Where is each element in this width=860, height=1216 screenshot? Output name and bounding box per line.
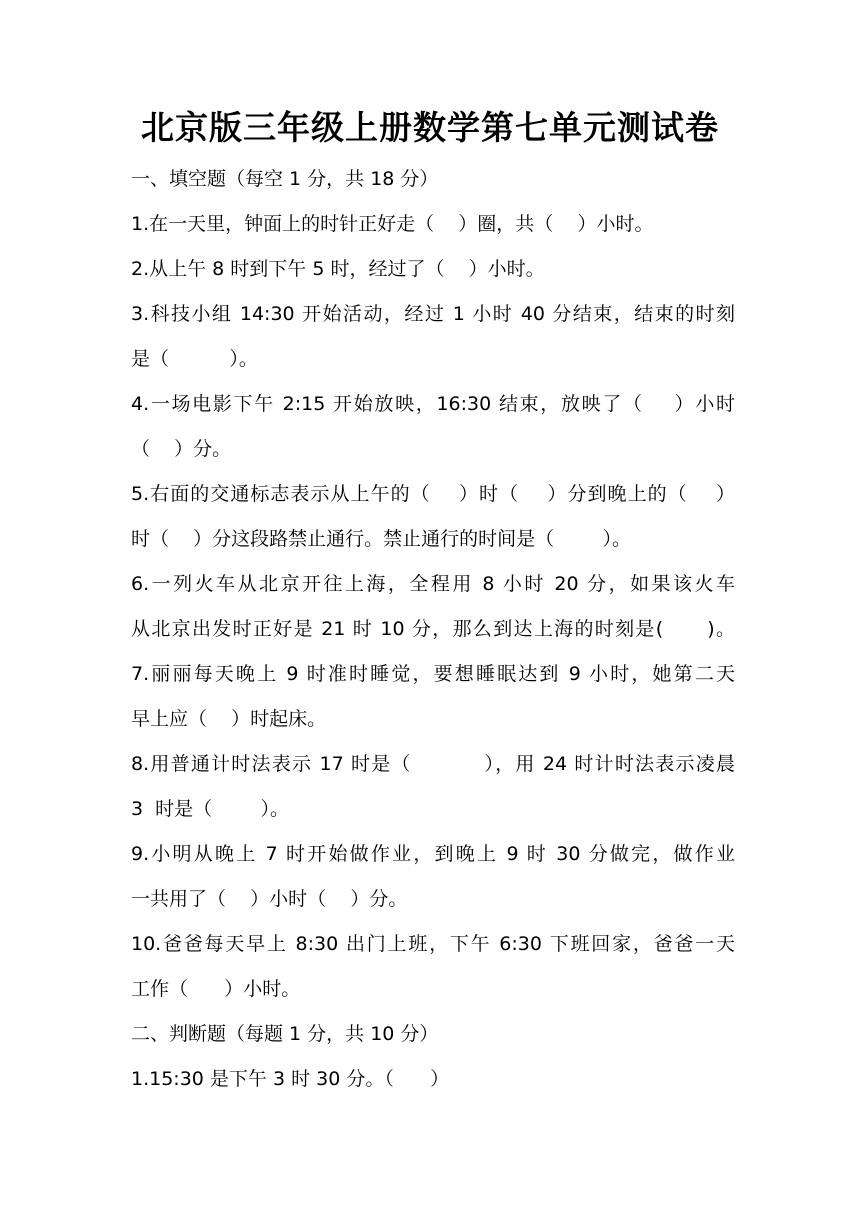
document-title: 北京版三年级上册数学第七单元测试卷 bbox=[141, 108, 719, 147]
question-line: 9.小明从晚上 7 时开始做作业，到晚上 9 时 30 分做完，做作业 bbox=[131, 843, 735, 865]
question-line: 一共用了（ ）小时（ ）分。 bbox=[131, 888, 408, 910]
question-line: 7.丽丽每天晚上 9 时准时睡觉，要想睡眠达到 9 小时，她第二天 bbox=[131, 663, 735, 685]
question-line: （ ）分。 bbox=[131, 438, 232, 460]
question-line: 时（ ）分这段路禁止通行。禁止通行的时间是（ ）。 bbox=[131, 528, 631, 550]
question-line: 8.用普通计时法表示 17 时是（ ），用 24 时计时法表示凌晨 bbox=[131, 753, 735, 775]
section-heading-true-false: 二、判断题（每题 1 分，共 10 分） bbox=[131, 1023, 439, 1045]
question-line: 3 时是（ ）。 bbox=[131, 798, 289, 820]
question-line: 从北京出发时正好是 21 时 10 分，那么到达上海的时刻是( )。 bbox=[131, 618, 735, 640]
question-line: 10.爸爸每天早上 8:30 出门上班，下午 6:30 下班回家，爸爸一天 bbox=[131, 933, 735, 955]
question-line: 2.从上午 8 时到下午 5 时，经过了（ ）小时。 bbox=[131, 258, 545, 280]
question-line: 6.一列火车从北京开往上海，全程用 8 小时 20 分，如果该火车 bbox=[131, 573, 735, 595]
question-line: 4.一场电影下午 2:15 开始放映，16:30 结束，放映了（ ）小时 bbox=[131, 393, 735, 415]
question-line: 5.右面的交通标志表示从上午的（ ）时（ ）分到晚上的（ ） bbox=[131, 483, 735, 505]
section-heading-fill-in: 一、填空题（每空 1 分，共 18 分） bbox=[131, 168, 439, 190]
question-line: 早上应（ ）时起床。 bbox=[131, 708, 327, 730]
document-body bbox=[131, 157, 735, 1102]
question-line: 工作（ ）小时。 bbox=[131, 978, 301, 1000]
question-line: 是（ ）。 bbox=[131, 348, 258, 370]
question-line: 1.15:30 是下午 3 时 30 分。（ ） bbox=[131, 1068, 450, 1090]
question-line: 3.科技小组 14:30 开始活动，经过 1 小时 40 分结束，结束的时刻 bbox=[131, 303, 735, 325]
question-line: 1.在一天里，钟面上的时针正好走（ ）圈，共（ ）小时。 bbox=[131, 213, 654, 235]
